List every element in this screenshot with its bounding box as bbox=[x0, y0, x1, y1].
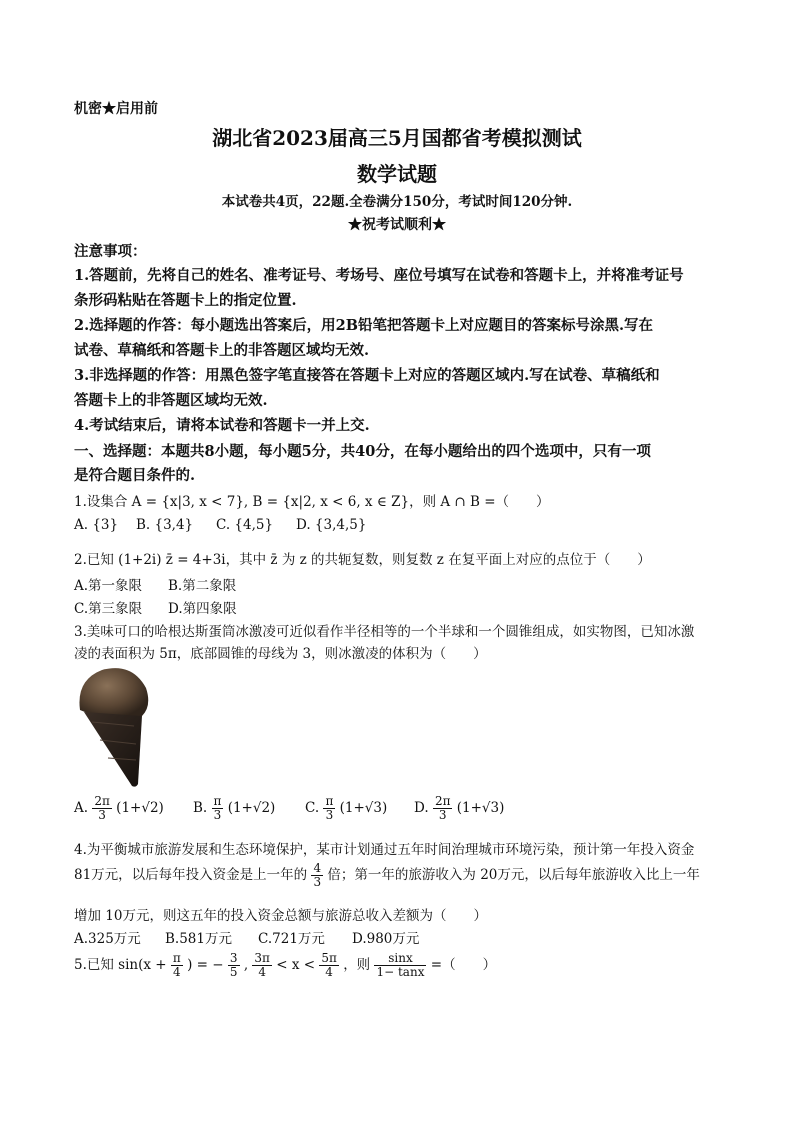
notice-line: 条形码粘贴在答题卡上的指定位置. bbox=[74, 292, 297, 309]
exam-title: 湖北省2023届高三5月国都省考模拟测试 bbox=[212, 126, 582, 150]
question-1-stem: 1.设集合 A = {x|3, x < 7}, B = {x|2, x < 6, x ∈ Z}，则 A ∩ B =（ ） bbox=[74, 494, 550, 510]
q1-option-d: D. {3,4,5} bbox=[296, 517, 367, 533]
q4-option-c: C.721万元 bbox=[258, 931, 325, 947]
q1-option-c: C. {4,5} bbox=[216, 517, 274, 533]
q3-option-d: D. $\frac{2\pi}{3}$ (1+√3) bbox=[414, 794, 505, 823]
notice-line: 4.考试结束后，请将本试卷和答题卡一并上交. bbox=[74, 417, 370, 434]
q2-option-a: A.第一象限 bbox=[74, 578, 143, 594]
q4-option-d: D.980万元 bbox=[352, 931, 420, 947]
confidential-mark: 机密★启用前 bbox=[74, 101, 158, 117]
section-heading-cont: 是符合题目条件的. bbox=[74, 467, 196, 484]
q2-option-b: B.第二象限 bbox=[168, 578, 237, 594]
question-5-stem: 5.已知 sin(x + $\frac{\pi}{4}$ ) = − $\frac{3}{5}$ , $\frac{3\pi}{4}$ < x < $\frac{5\pi}{4}$ ，则 $\frac{\sin x}{1- \tan x}$ =（ ） bbox=[74, 951, 497, 980]
question-3-stem: 3.美味可口的哈根达斯蛋筒冰激凌可近似看作半径相等的一个半球和一个圆锥组成，如实物图，已知冰激 bbox=[74, 624, 695, 640]
ice-cream-cone-image bbox=[72, 660, 152, 790]
question-4-stem: 4.为平衡城市旅游发展和生态环境保护，某市计划通过五年时间治理城市环境污染，预计第一年投入资金 bbox=[74, 842, 695, 858]
question-3-stem-cont: 凌的表面积为 5π，底部圆锥的母线为 3，则冰激凌的体积为（ ） bbox=[74, 646, 487, 662]
notice-line: 2.选择题的作答：每小题选出答案后，用2B铅笔把答题卡上对应题目的答案标号涂黑.写在 bbox=[74, 317, 654, 334]
exam-subtitle: 数学试题 bbox=[357, 162, 437, 186]
q1-option-a: A. {3} bbox=[74, 517, 119, 533]
notice-heading: 注意事项： bbox=[74, 243, 147, 260]
exam-wish: ★祝考试顺利★ bbox=[348, 217, 446, 233]
q1-option-b: B. {3,4} bbox=[136, 517, 194, 533]
question-4-stem-end: 增加 10万元，则这五年的投入资金总额与旅游总收入差额为（ ） bbox=[74, 908, 487, 924]
notice-line: 3.非选择题的作答：用黑色签字笔直接答在答题卡上对应的答题区域内.写在试卷、草稿纸和 bbox=[74, 367, 660, 384]
q2-option-d: D.第四象限 bbox=[168, 601, 237, 617]
section-heading: 一、选择题：本题共8小题，每小题5分，共40分，在每小题给出的四个选项中，只有一项 bbox=[74, 443, 651, 460]
q2-option-c: C.第三象限 bbox=[74, 601, 143, 617]
q3-option-c: C. $\frac{\pi}{3}$ (1+√3) bbox=[305, 794, 388, 823]
notice-line: 1.答题前，先将自己的姓名、准考证号、考场号、座位号填写在试卷和答题卡上，并将准考证号 bbox=[74, 267, 684, 284]
question-4-stem-cont: 81万元，以后每年投入资金是上一年的 $\frac{4}{3}$ 倍；第一年的旅游收入为 20万元，以后每年旅游收入比上一年 bbox=[74, 861, 700, 890]
q3-option-a: A. $\frac{2\pi}{3}$ (1+√2) bbox=[74, 794, 164, 823]
q4-option-a: A.325万元 bbox=[74, 931, 141, 947]
q4-option-b: B.581万元 bbox=[165, 931, 232, 947]
notice-line: 答题卡上的非答题区域均无效. bbox=[74, 392, 268, 409]
q3-option-b: B. $\frac{\pi}{3}$ (1+√2) bbox=[193, 794, 276, 823]
question-2-stem: 2.已知 (1+2i) z̄ = 4+3i，其中 z̄ 为 z 的共轭复数，则复数 z 在复平面上对应的点位于（ ） bbox=[74, 552, 651, 568]
notice-line: 试卷、草稿纸和答题卡上的非答题区域均无效. bbox=[74, 342, 370, 359]
exam-info: 本试卷共4页，22题.全卷满分150分，考试时间120分钟. bbox=[221, 194, 573, 210]
